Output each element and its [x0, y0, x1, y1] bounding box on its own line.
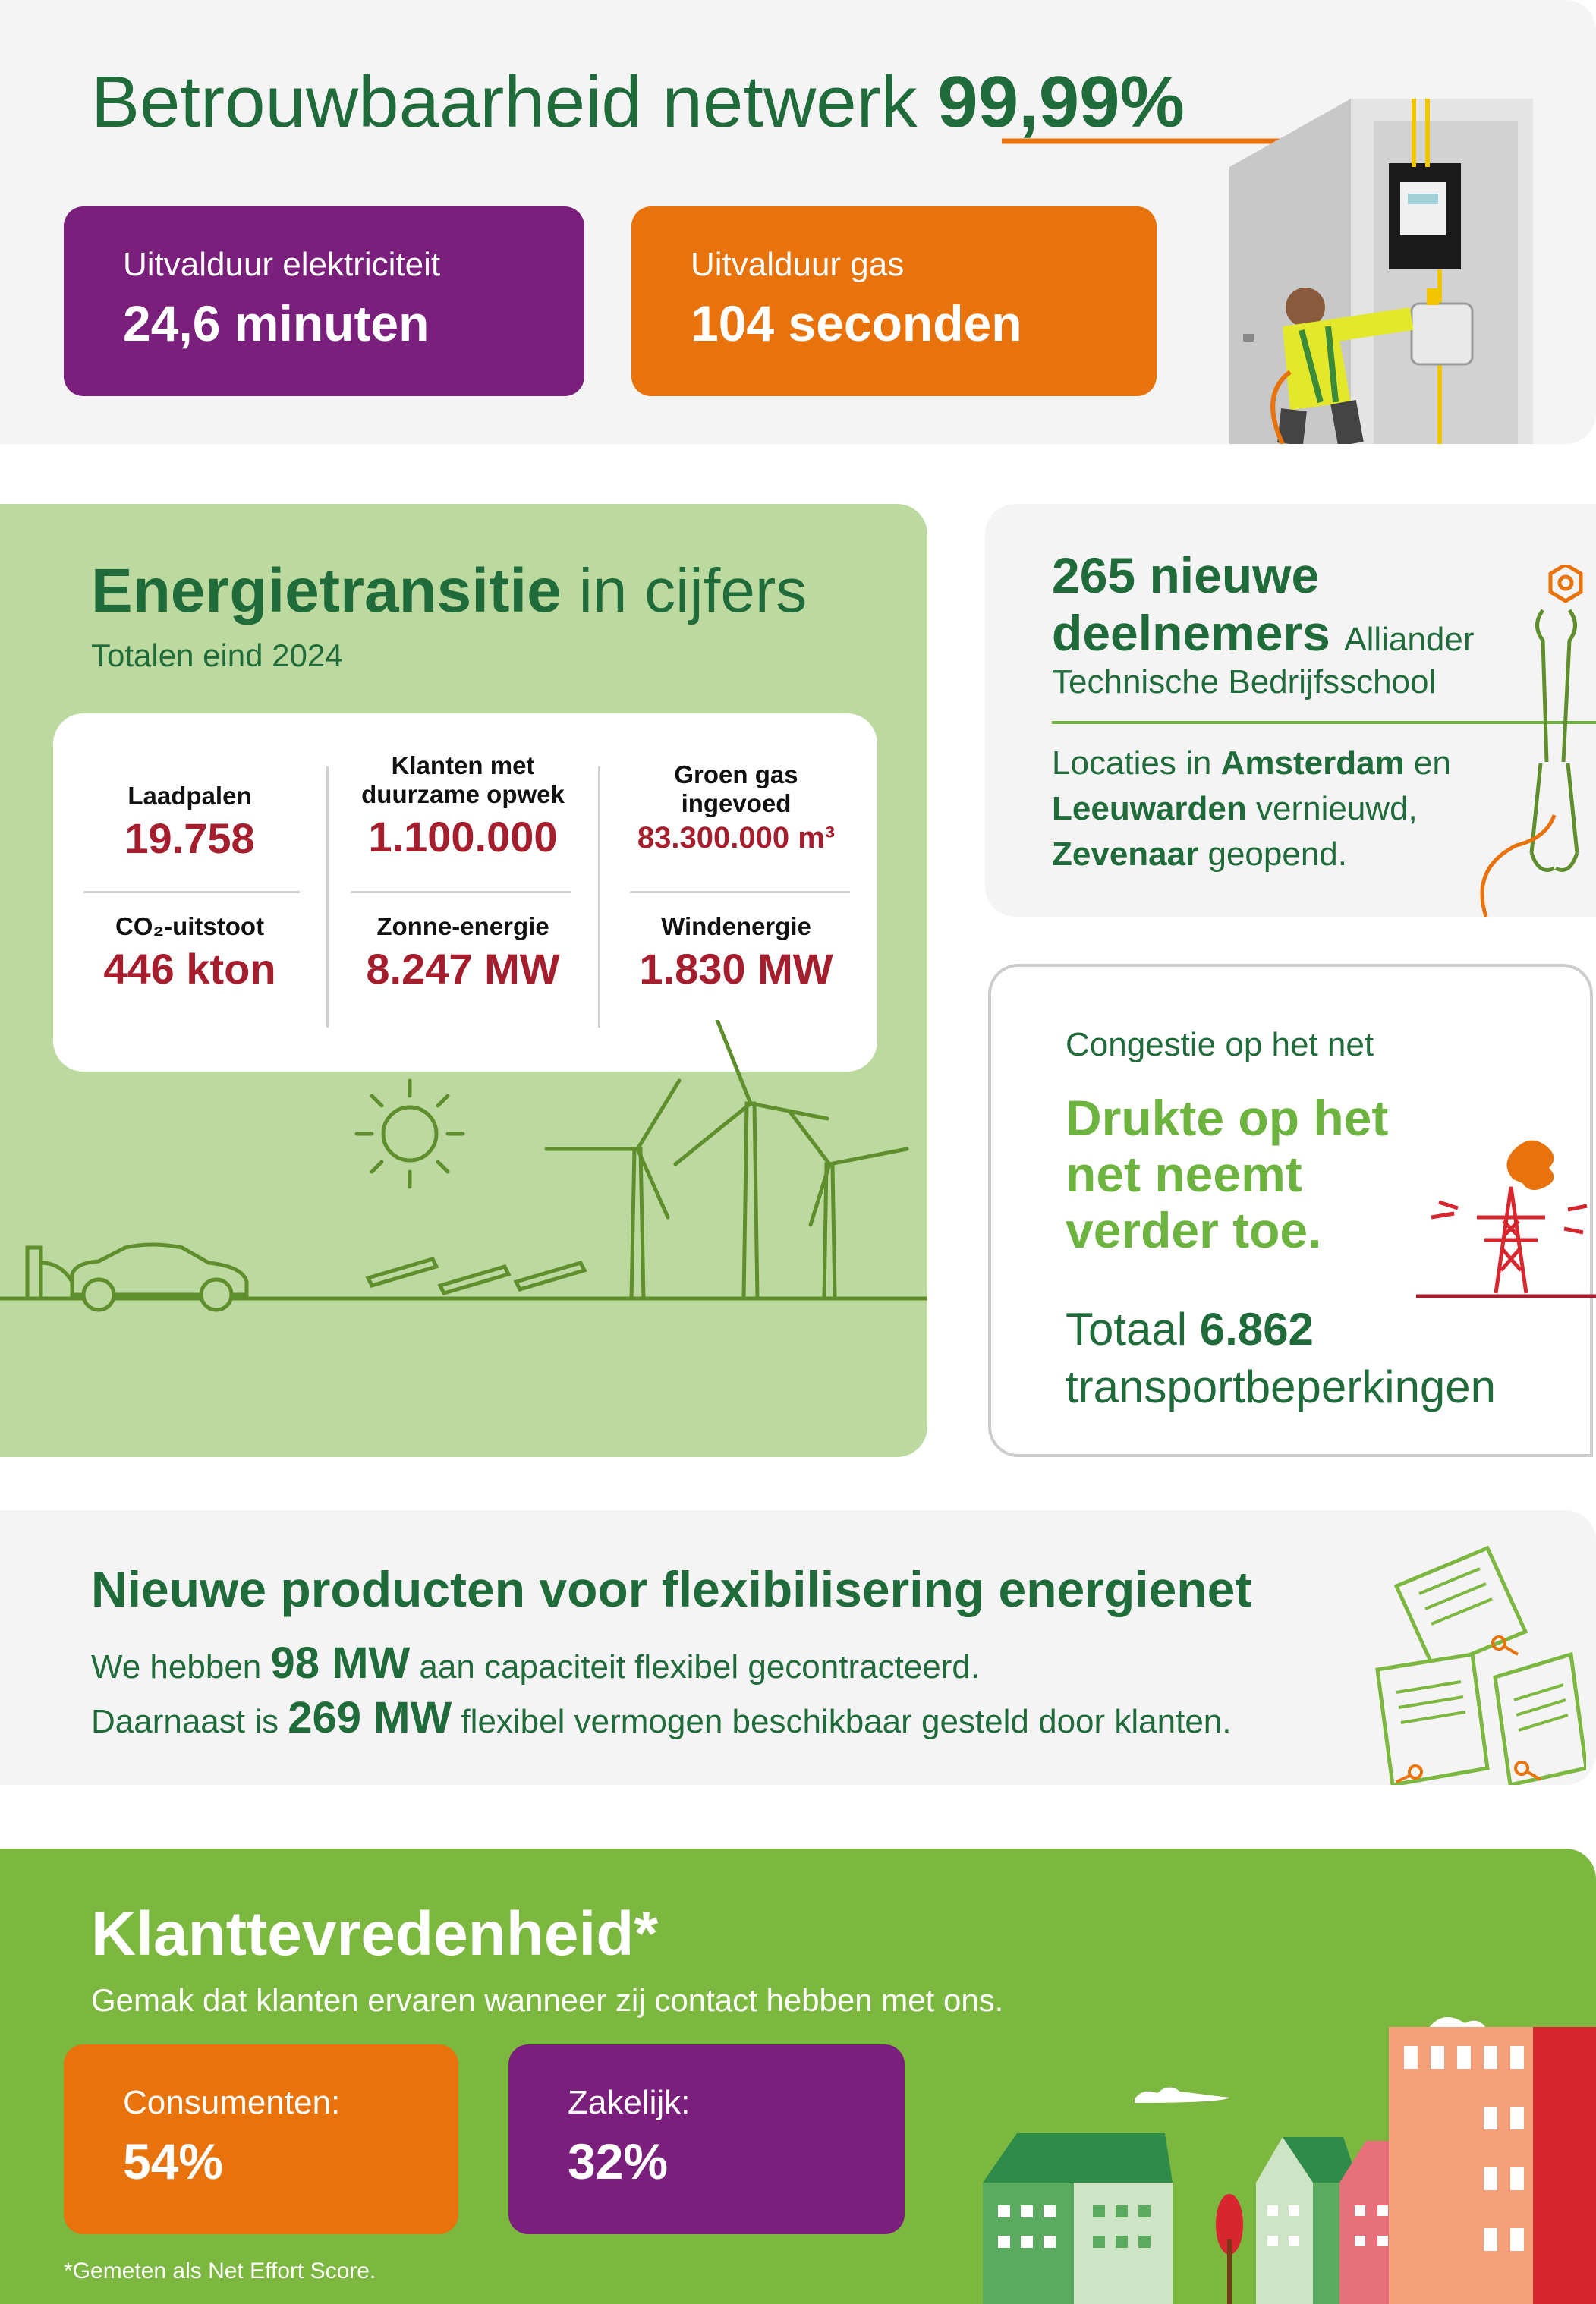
- congestion-total-prefix: Totaal: [1066, 1304, 1188, 1355]
- school-body: [1052, 741, 1522, 877]
- congestion-total-suffix: transportbeperkingen: [1066, 1361, 1497, 1412]
- customer-satisfaction-section: [0, 1849, 1596, 2304]
- stats-divider: [351, 891, 571, 893]
- stat-value: 83.300.000 m³: [637, 821, 836, 855]
- consumers-score-box: [64, 2044, 458, 2234]
- flex-contracted-capacity: 98 MW: [270, 1638, 411, 1688]
- congestion-section: [988, 964, 1593, 1457]
- stat-label: Klanten met duurzame opwek: [361, 751, 565, 808]
- stats-card: [53, 713, 877, 1072]
- school-subtitle: Technische Bedrijfsschool: [1052, 663, 1437, 700]
- gas-outage-value: 104 seconden: [691, 295, 1022, 351]
- flex-text: Daarnaast is: [91, 1703, 279, 1740]
- flexibility-line-2: [91, 1692, 1232, 1743]
- stats-divider: [83, 891, 300, 893]
- city-zevenaar: Zevenaar: [1052, 836, 1199, 873]
- stat-value: 446 kton: [103, 945, 276, 993]
- flexibility-line-1: [91, 1638, 980, 1689]
- satisfaction-footnote: *Gemeten als Net Effort Score.: [64, 2258, 376, 2284]
- tools-icon: [1471, 565, 1596, 917]
- stats-divider: [630, 891, 850, 893]
- school-body-text: Locaties in: [1052, 744, 1212, 782]
- business-score-box: [508, 2044, 905, 2234]
- flexibility-title: Nieuwe producten voor flexibilisering energienet: [91, 1561, 1252, 1617]
- stat-solar-energy: [338, 912, 588, 993]
- stat-charging-points: [65, 782, 315, 863]
- landscape-illustration: [0, 1020, 927, 1339]
- school-body-text: geopend.: [1207, 836, 1347, 873]
- stat-value: 1.100.000: [368, 813, 558, 861]
- energy-transition-title: [91, 556, 807, 627]
- satisfaction-subtitle: Gemak dat klanten ervaren wanneer zij contact hebben met ons.: [91, 1982, 1004, 2018]
- technician-meter-illustration: [1229, 68, 1548, 444]
- school-headline-small: Alliander: [1344, 621, 1475, 658]
- stat-label: Zonne-energie: [376, 912, 549, 940]
- reliability-percentage: 99,99%: [937, 61, 1185, 143]
- stat-value: 19.758: [124, 814, 255, 862]
- electricity-outage-label: Uitvalduur elektriciteit: [123, 246, 441, 283]
- stat-green-gas: [611, 760, 861, 855]
- school-body-text: vernieuwd,: [1255, 790, 1418, 827]
- houses-illustration: [979, 1970, 1596, 2304]
- flexibility-section: [0, 1510, 1596, 1785]
- business-value: 32%: [568, 2133, 669, 2189]
- stat-co2-emission: [65, 912, 315, 993]
- gas-outage-label: Uitvalduur gas: [691, 246, 905, 283]
- school-headline-text: 265 nieuwe deelnemers: [1052, 547, 1330, 661]
- satisfaction-title: Klanttevredenheid*: [91, 1900, 659, 1969]
- stat-label: Laadpalen: [127, 782, 252, 810]
- congestion-headline: Drukte op het net neemt verder toe.: [1066, 1090, 1389, 1258]
- reliability-section: [0, 0, 1596, 444]
- school-body-text: en: [1413, 744, 1451, 782]
- flex-text: We hebben: [91, 1648, 262, 1686]
- stats-divider: [598, 766, 600, 1028]
- electricity-outage-value: 24,6 minuten: [123, 295, 430, 351]
- congestion-total: [1066, 1301, 1582, 1416]
- stat-value: 1.830 MW: [639, 945, 833, 993]
- energy-transition-section: [0, 504, 927, 1457]
- gas-outage-box: [631, 206, 1157, 396]
- flex-customer-capacity: 269 MW: [288, 1693, 452, 1742]
- business-label: Zakelijk:: [568, 2084, 691, 2121]
- consumers-value: 54%: [123, 2133, 224, 2189]
- energy-transition-title-bold: Energietransitie: [91, 556, 562, 625]
- stat-sustainable-customers: [338, 751, 588, 861]
- stats-divider: [326, 766, 329, 1028]
- power-pylon-icon: [1416, 1134, 1596, 1308]
- stat-wind-energy: [611, 912, 861, 993]
- congestion-label: Congestie op het net: [1066, 1026, 1374, 1063]
- city-leeuwarden: Leeuwarden: [1052, 790, 1247, 827]
- contracts-icon: [1366, 1541, 1586, 1785]
- stat-value: 8.247 MW: [366, 945, 560, 993]
- congestion-total-value: 6.862: [1199, 1304, 1314, 1355]
- energy-transition-subtitle: Totalen eind 2024: [91, 637, 343, 673]
- flex-text: flexibel vermogen beschikbaar gesteld door klanten.: [461, 1703, 1232, 1740]
- reliability-title-text: Betrouwbaarheid netwerk: [91, 61, 918, 143]
- stat-label: Windenergie: [661, 912, 811, 940]
- flex-text: aan capaciteit flexibel gecontracteerd.: [419, 1648, 981, 1686]
- electricity-outage-box: [64, 206, 584, 396]
- city-amsterdam: Amsterdam: [1220, 744, 1405, 782]
- stat-label: CO₂-uitstoot: [115, 912, 265, 940]
- technical-school-section: [985, 504, 1596, 917]
- energy-transition-title-rest: in cijfers: [578, 556, 807, 625]
- consumers-label: Consumenten:: [123, 2084, 341, 2121]
- stat-label: Groen gas ingevoed: [674, 760, 798, 817]
